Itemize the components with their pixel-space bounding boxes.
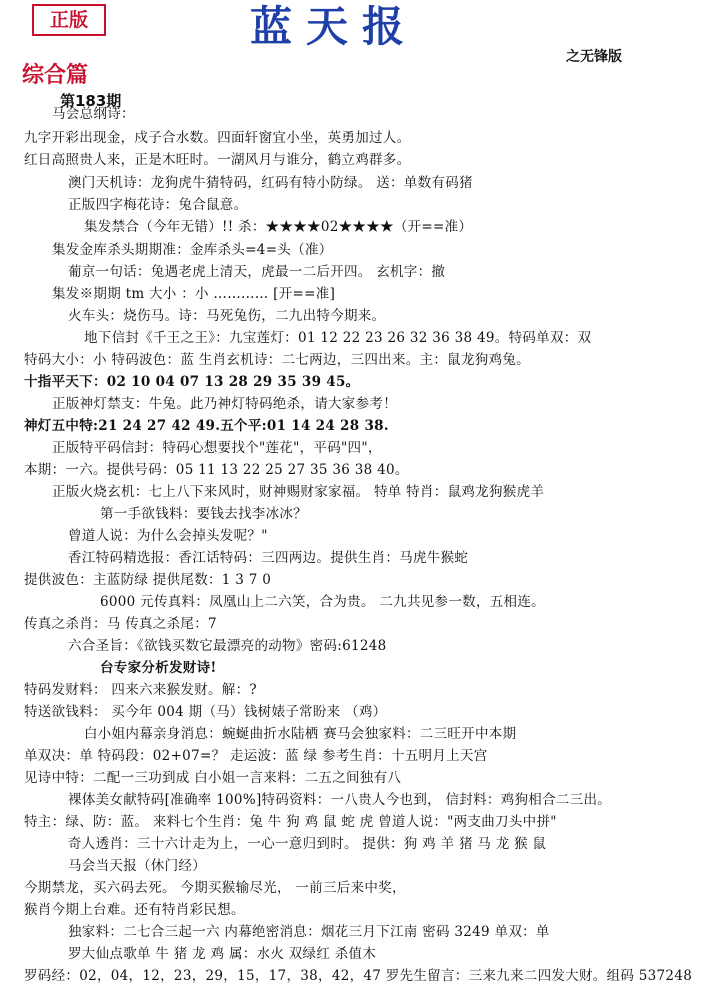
text-line: 今期禁龙，买六码去死。 今期买猴输尽光， 一前三后来中奖， (24, 880, 406, 896)
text-line: 裸体美女献特码[准确率 100%]特码资料：一八贵人今也到， 信封料：鸡狗相合二三出。 (68, 792, 612, 808)
text-line: 火车头：烧伤马。诗：马死兔伤，二九出特今期来。 (68, 308, 386, 324)
text-line: 九字开彩出现金，戍子合水数。四面轩窗宜小坐，英勇加过人。 (24, 130, 411, 146)
text-line: 马会总纲诗： (52, 106, 135, 122)
text-line: 澳门天机诗：龙狗虎牛猜特码，红码有特小防绿。 送：单数有码猪 (68, 175, 473, 191)
text-line: 罗码经：02，04，12，23，29，15，17，38，42，47 罗先生留言：三来九来二四发大财。组码 537248 (24, 968, 693, 984)
text-line: 单双决：单 特码段：02+07=？ 走运波：蓝 绿 参考生肖：十五明月上天宫 (24, 748, 488, 764)
text-line: 提供波色：主蓝防绿 提供尾数：1 3 7 0 (24, 572, 272, 588)
text-line: 红日高照贵人来，正是木旺时。一湖风月与谁分，鹤立鸡群多。 (24, 152, 411, 168)
text-line: 香江特码精选报：香江话特码：三四两边。提供生肖：马虎牛猴蛇 (68, 550, 469, 566)
text-line: 集发金库杀头期期准：金库杀头=4=头（准） (52, 242, 333, 258)
text-line: 特码发财料： 四来六来猴发财。解：? (24, 682, 257, 698)
text-line: 台专家分析发财诗! (100, 660, 217, 676)
text-line: 本期：一六。提供号码：05 11 13 22 25 27 35 36 38 40。 (24, 462, 409, 478)
text-line: 正版神灯禁支：牛兔。此乃神灯特码绝杀，请大家参考！ (52, 396, 397, 412)
text-line: 集发※期期 tm 大小 ：小 ………… [开==准] (52, 286, 336, 302)
text-line: 马会当天报（休门经） (68, 858, 206, 874)
text-line: 地下信封《千王之王》：九宝莲灯：01 12 22 23 26 32 36 38 49。特码单双：双 (84, 330, 592, 346)
text-line: 传真之杀肖：马 传真之杀尾：7 (24, 616, 217, 632)
text-line: 罗大仙点歌单 牛 猪 龙 鸡 属：水火 双绿红 杀值木 (68, 946, 377, 962)
text-line: 特主：绿、防：蓝。 来料七个生肖：兔 牛 狗 鸡 鼠 蛇 虎 曾道人说："两支曲刀头中拼" (24, 814, 557, 830)
text-line: 神灯五中特:21 24 27 42 49.五个平:01 14 24 28 38. (24, 418, 389, 434)
text-line: 奇人透肖：三十六计走为上，一心一意归到时。 提供：狗 鸡 羊 猪 马 龙 猴 鼠 (68, 836, 547, 852)
text-line: 正版火烧玄机：七上八下来风时，财神赐财家家福。 特单 特肖：鼠鸡龙狗猴虎羊 (52, 484, 545, 500)
text-line: 葡京一句话：兔遇老虎上清天，虎最一二后开四。 玄机字：撤 (68, 264, 446, 280)
text-line: 猴肖今期上台难。还有特肖彩民想。 (24, 902, 245, 918)
edition-badge: 正版 (32, 4, 106, 36)
text-line: 见诗中特：二配一三功到成 白小姐一言来料：二五之间独有八 (24, 770, 402, 786)
text-line: 正版特平码信封：特码心想要找个"莲花"，平码"四"， (52, 440, 382, 456)
text-line: 白小姐内幕亲身消息：蜿蜒曲折水陆栖 赛马会独家料：二三旺开中本期 (84, 726, 517, 742)
text-line: 独家料：二七合三起一六 内幕绝密消息：烟花三月下江南 密码 3249 单双：单 (68, 924, 550, 940)
issue-number: 第183期 (60, 92, 122, 110)
text-line: 集发禁合（今年无错）!! 杀：★★★★02★★★★（开==准） (84, 219, 473, 235)
text-line: 正版四字梅花诗：兔合鼠意。 (68, 197, 248, 213)
text-line: 曾道人说：为什么会掉头发呢？" (68, 528, 268, 544)
text-line: 特码大小：小 特码波色：蓝 生肖玄机诗：二七两边，三四出来。主：鼠龙狗鸡兔。 (24, 352, 530, 368)
text-line: 6000 元传真料：凤凰山上二六笑，合为贵。 二九共见参一数，五相连。 (100, 594, 545, 610)
edition-label: 之无锋版 (566, 49, 622, 65)
section-heading: 综合篇 (22, 62, 89, 88)
newspaper-title: 蓝天报 (250, 2, 419, 51)
text-line: 十指平天下：02 10 04 07 13 28 29 35 39 45。 (24, 374, 360, 390)
text-line: 六合圣旨：《欲钱买数它最漂亮的动物》密码:61248 (68, 638, 387, 654)
text-line: 第一手欲钱料：要钱去找李冰冰？ (100, 506, 307, 522)
text-line: 特送欲钱料： 买今年 004 期（马）钱树婊子常盼来 （鸡） (24, 704, 387, 720)
